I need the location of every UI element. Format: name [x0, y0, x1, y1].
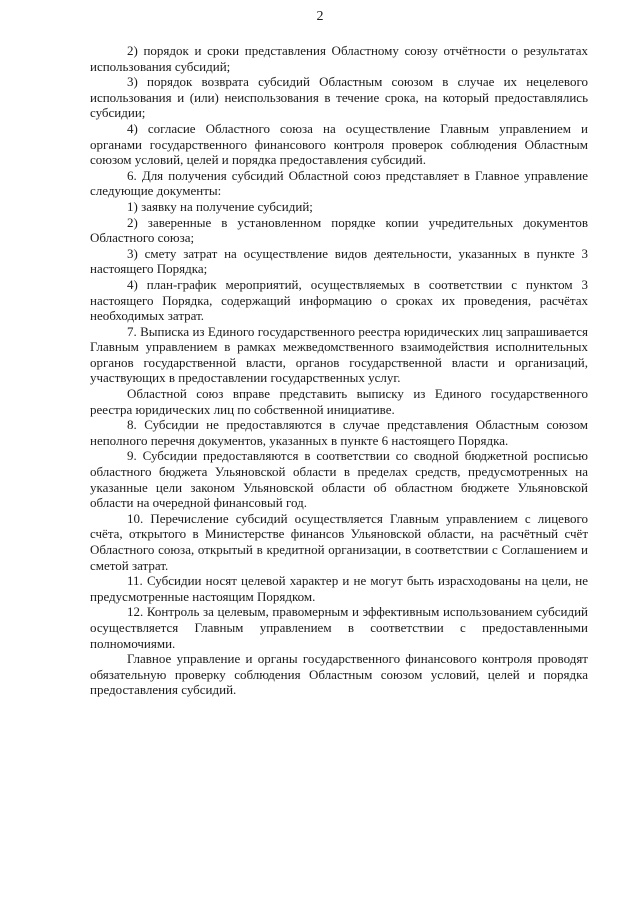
- paragraph: 2) порядок и сроки представления Областному союзу отчётности о результатах использования субсидий;: [90, 43, 588, 74]
- paragraph: 9. Субсидии предоставляются в соответствии со сводной бюджетной росписью областного бюджета Ульяновской области в пределах средств, предусмотренных на указанные цели законом Ульяновской области об областном бюджете Ульяновской области на очередной финансовый год.: [90, 448, 588, 511]
- paragraph: 7. Выписка из Единого государственного реестра юридических лиц запрашивается Главным управлением в рамках межведомственного взаимодействия исполнительных органов государственной власти, органов государственной власти и организаций, участвующих в предоставлении государственных услуг.: [90, 323, 588, 386]
- paragraph: 4) согласие Областного союза на осуществление Главным управлением и органами государственного финансового контроля проверок соблюдения Областным союзом условий, целей и порядка предоставления субсидий.: [90, 120, 588, 168]
- paragraph: 6. Для получения субсидий Областной союз представляет в Главное управление следующие документы:: [90, 167, 588, 199]
- page-number: 2: [316, 9, 324, 24]
- paragraph: 10. Перечисление субсидий осуществляется Главным управлением с лицевого счёта, открытого в Министерстве финансов Ульяновской области, на расчётный счёт Областного союза, открытый в кредитной организации, в соответствии с Соглашением и сметой затрат.: [90, 510, 588, 573]
- paragraph: Главное управление и органы государственного финансового контроля проводят обязательную проверку соблюдения Областным союзом условий, целей и порядка предоставления субсидий.: [90, 651, 588, 698]
- paragraph: Областной союз вправе представить выписку из Единого государственного реестра юридических лиц по собственной инициативе.: [90, 386, 588, 417]
- paragraph: 11. Субсидии носят целевой характер и не могут быть израсходованы на цели, не предусмотренные настоящим Порядком.: [90, 573, 588, 604]
- paragraph: 12. Контроль за целевым, правомерным и эффективным использованием субсидий осуществляется Главным управлением в соответствии с предоставленными полномочиями.: [90, 604, 588, 651]
- paragraph: 8. Субсидии не предоставляются в случае представления Областным союзом неполного перечня документов, указанных в пункте 6 настоящего Порядка.: [90, 417, 588, 448]
- document-body: [90, 43, 588, 698]
- paragraph: 3) смету затрат на осуществление видов деятельности, указанных в пункте 3 настоящего Порядка;: [90, 245, 588, 277]
- paragraph: 1) заявку на получение субсидий;: [127, 198, 313, 214]
- paragraph: 3) порядок возврата субсидий Областным союзом в случае их нецелевого использования и (или) неиспользования в течение срока, на который предоставлялись субсидии;: [90, 74, 588, 121]
- paragraph: 4) план-график мероприятий, осуществляемых в соответствии с пунктом 3 настоящего Порядка, содержащий информацию о сроках их проведения, расчётах необходимых затрат.: [90, 276, 588, 324]
- paragraph: 2) заверенные в установленном порядке копии учредительных документов Областного союза;: [90, 214, 588, 246]
